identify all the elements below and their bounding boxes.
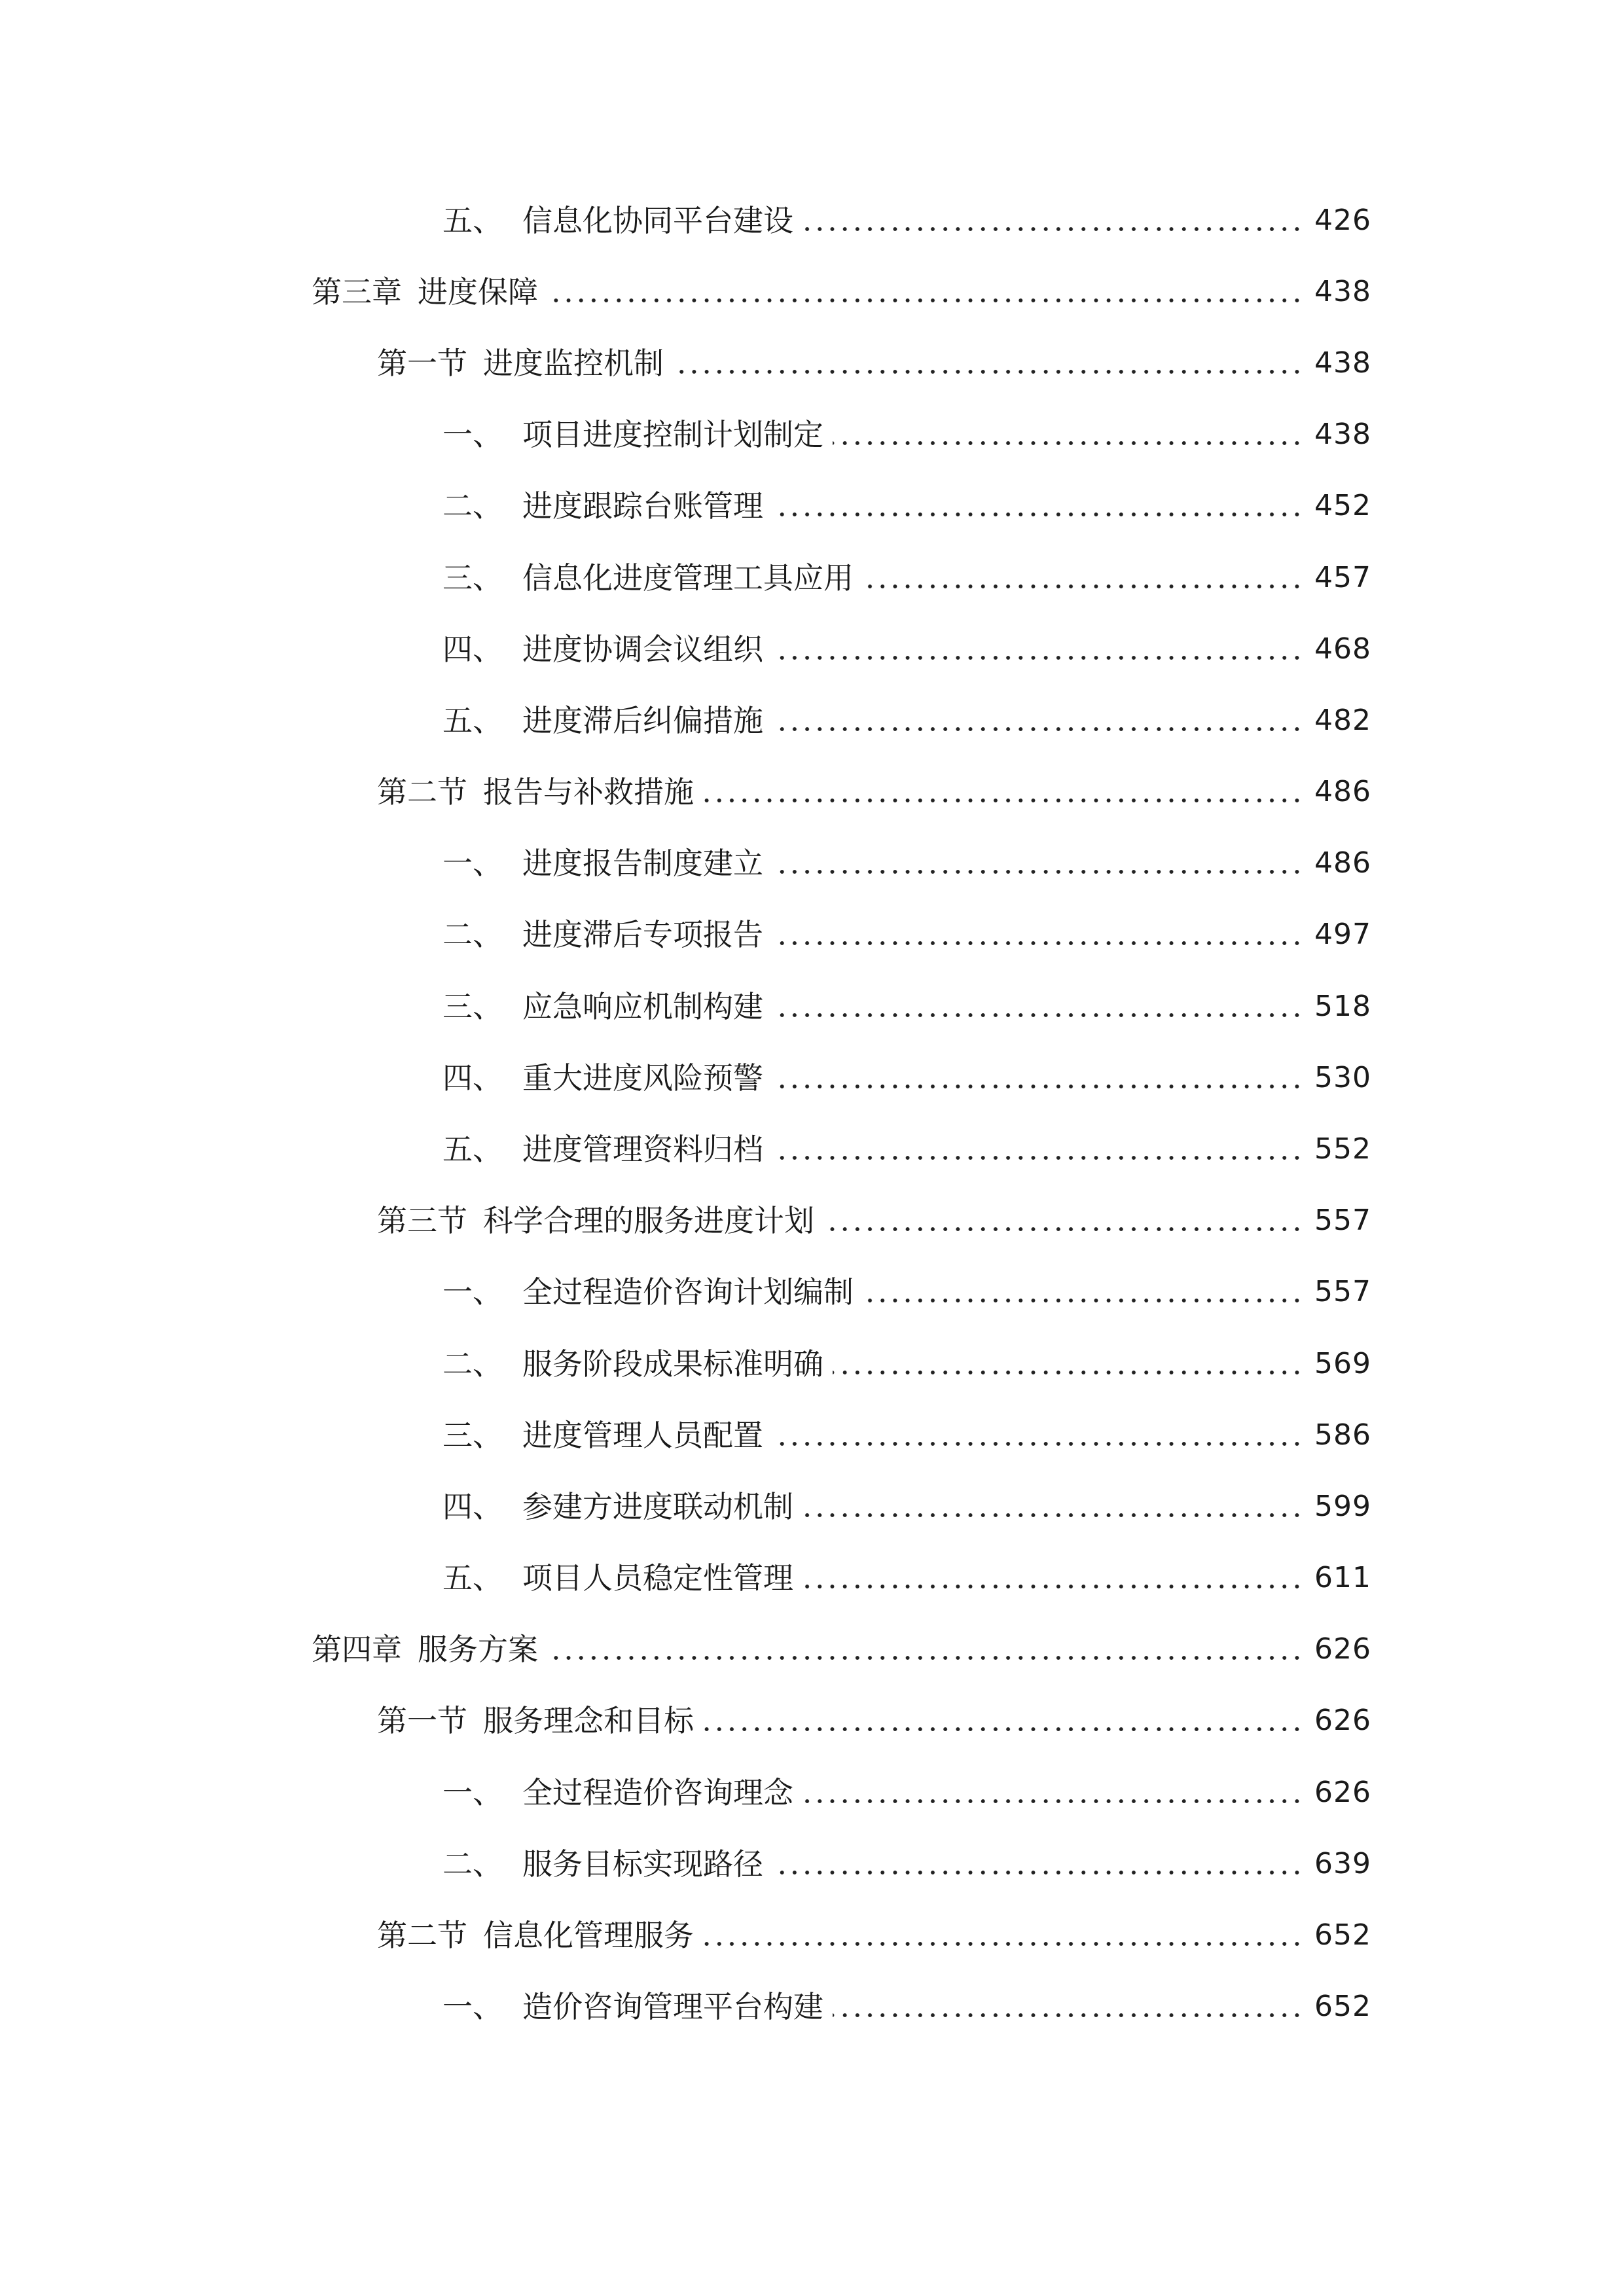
- dot-leader: [803, 1799, 1303, 1803]
- dot-leader: [863, 1299, 1303, 1302]
- toc-entry-label: 一、: [442, 846, 503, 881]
- toc-entry-label: 第四章: [312, 1632, 402, 1667]
- toc-entry[interactable]: [442, 694, 1371, 747]
- toc-entry-page-number: 457: [1314, 561, 1371, 594]
- toc-entry-title: 服务目标实现路径: [522, 1846, 763, 1882]
- toc-entry[interactable]: [442, 908, 1371, 961]
- dot-leader: [863, 584, 1303, 588]
- toc-entry-page-number: 518: [1314, 990, 1371, 1023]
- toc-entry-label: 四、: [442, 1060, 503, 1096]
- dot-leader: [772, 870, 1303, 874]
- toc-entry-title: 造价咨询管理平台构建: [522, 1989, 823, 2024]
- toc-entry-page-number: 426: [1314, 204, 1371, 237]
- toc-entry[interactable]: [442, 1338, 1371, 1390]
- toc-entry-label: 二、: [442, 917, 503, 952]
- toc-entry-title: 全过程造价咨询计划编制: [522, 1274, 854, 1310]
- dot-leader: [772, 1013, 1303, 1017]
- dot-leader: [772, 727, 1303, 731]
- toc-entry-page-number: 611: [1314, 1561, 1371, 1594]
- toc-entry-title: 进度报告制度建立: [522, 846, 763, 881]
- dot-leader: [547, 1656, 1303, 1660]
- toc-entry[interactable]: [442, 837, 1371, 889]
- toc-entry-label: 第二节: [377, 1918, 467, 1953]
- toc-entry-title: 进度监控机制: [483, 346, 664, 381]
- toc-entry-title: 项目人员稳定性管理: [522, 1560, 793, 1596]
- dot-leader: [772, 1085, 1303, 1088]
- toc-entry[interactable]: [377, 337, 1371, 389]
- toc-entry-label: 四、: [442, 1489, 503, 1524]
- toc-entry[interactable]: [442, 1767, 1371, 1819]
- toc-entry-title: 应急响应机制构建: [522, 989, 763, 1024]
- toc-entry-title: 服务理念和目标: [483, 1703, 694, 1738]
- toc-entry-page-number: 452: [1314, 489, 1371, 522]
- toc-entry[interactable]: [442, 980, 1371, 1033]
- toc-entry-label: 第三章: [312, 274, 402, 310]
- dot-leader: [833, 441, 1303, 445]
- toc-entry-title: 进度管理资料归档: [522, 1132, 763, 1167]
- toc-entry-page-number: 626: [1314, 1632, 1371, 1666]
- dot-leader: [803, 1513, 1303, 1517]
- toc-entry-label: 一、: [442, 1775, 503, 1810]
- toc-entry-title: 服务阶段成果标准明确: [522, 1346, 823, 1382]
- dot-leader: [772, 1871, 1303, 1874]
- toc-entry[interactable]: [442, 194, 1371, 247]
- dot-leader: [772, 1442, 1303, 1446]
- toc-entry[interactable]: [442, 1480, 1371, 1533]
- toc-entry-title: 服务方案: [418, 1632, 538, 1667]
- toc-entry-page-number: 569: [1314, 1347, 1371, 1380]
- toc-entry-label: 一、: [442, 417, 503, 452]
- toc-entry-title: 参建方进度联动机制: [522, 1489, 793, 1524]
- dot-leader: [772, 656, 1303, 660]
- toc-entry-page-number: 468: [1314, 632, 1371, 666]
- toc-entry-page-number: 652: [1314, 1990, 1371, 2023]
- toc-entry[interactable]: [442, 1409, 1371, 1462]
- toc-entry[interactable]: [377, 1695, 1371, 1747]
- toc-entry-label: 五、: [442, 1560, 503, 1596]
- toc-entry-label: 一、: [442, 1274, 503, 1310]
- toc-entry-page-number: 557: [1314, 1275, 1371, 1308]
- toc-entry[interactable]: [312, 266, 1371, 318]
- toc-entry-page-number: 438: [1314, 275, 1371, 308]
- dot-leader: [703, 798, 1303, 802]
- dot-leader: [833, 1371, 1303, 1374]
- toc-entry[interactable]: [442, 1123, 1371, 1175]
- toc-entry-page-number: 639: [1314, 1847, 1371, 1880]
- toc-entry-label: 五、: [442, 703, 503, 738]
- toc-entry-label: 第三节: [377, 1203, 467, 1238]
- toc-entry-page-number: 486: [1314, 775, 1371, 808]
- toc-entry-title: 信息化进度管理工具应用: [522, 560, 854, 596]
- toc-entry[interactable]: [442, 1838, 1371, 1890]
- toc-entry-page-number: 557: [1314, 1204, 1371, 1237]
- toc-entry-label: 第二节: [377, 774, 467, 810]
- toc-entry-label: 第一节: [377, 346, 467, 381]
- toc-entry-title: 进度协调会议组织: [522, 632, 763, 667]
- toc-entry-label: 第一节: [377, 1703, 467, 1738]
- toc-entry-title: 信息化协同平台建设: [522, 203, 793, 238]
- toc-entry[interactable]: [312, 1623, 1371, 1676]
- toc-entry-page-number: 438: [1314, 346, 1371, 380]
- toc-entry-title: 项目进度控制计划制定: [522, 417, 823, 452]
- toc-entry[interactable]: [442, 1266, 1371, 1318]
- dot-leader: [772, 1156, 1303, 1160]
- dot-leader: [772, 941, 1303, 945]
- toc-entry-label: 一、: [442, 1989, 503, 2024]
- toc-entry-title: 全过程造价咨询理念: [522, 1775, 793, 1810]
- dot-leader: [803, 227, 1303, 231]
- dot-leader: [547, 298, 1303, 302]
- toc-entry-title: 信息化管理服务: [483, 1918, 694, 1953]
- dot-leader: [703, 1942, 1303, 1946]
- toc-entry-page-number: 652: [1314, 1918, 1371, 1952]
- toc-entry-page-number: 486: [1314, 846, 1371, 880]
- toc-entry-label: 三、: [442, 989, 503, 1024]
- toc-entry[interactable]: [377, 1909, 1371, 1962]
- toc-entry-label: 五、: [442, 203, 503, 238]
- toc-entry-page-number: 552: [1314, 1132, 1371, 1166]
- toc-entry-title: 重大进度风险预警: [522, 1060, 763, 1096]
- toc-entry-label: 二、: [442, 488, 503, 524]
- toc-entry-page-number: 626: [1314, 1776, 1371, 1809]
- toc-entry-label: 二、: [442, 1846, 503, 1882]
- toc-entry-page-number: 586: [1314, 1418, 1371, 1452]
- toc-entry-title: 报告与补救措施: [483, 774, 694, 810]
- dot-leader: [803, 1585, 1303, 1588]
- toc-entry-label: 三、: [442, 1418, 503, 1453]
- toc-entry-title: 进度跟踪台账管理: [522, 488, 763, 524]
- toc-entry[interactable]: [442, 552, 1371, 604]
- toc-entry[interactable]: [442, 1552, 1371, 1604]
- toc-entry-title: 科学合理的服务进度计划: [483, 1203, 814, 1238]
- toc-entry-title: 进度管理人员配置: [522, 1418, 763, 1453]
- toc-entry-title: 进度保障: [418, 274, 538, 310]
- toc-entry-page-number: 599: [1314, 1490, 1371, 1523]
- toc-entry[interactable]: [442, 1981, 1371, 2033]
- toc-entry-page-number: 626: [1314, 1704, 1371, 1737]
- toc-entry-label: 四、: [442, 632, 503, 667]
- toc-entry[interactable]: [442, 1052, 1371, 1104]
- toc-entry-page-number: 497: [1314, 918, 1371, 951]
- toc-entry[interactable]: [442, 408, 1371, 461]
- toc-entry-page-number: 530: [1314, 1061, 1371, 1094]
- toc-entry-label: 三、: [442, 560, 503, 596]
- toc-entry[interactable]: [442, 480, 1371, 532]
- dot-leader: [823, 1227, 1303, 1231]
- dot-leader: [833, 2013, 1303, 2017]
- toc-entry-page-number: 438: [1314, 418, 1371, 451]
- toc-entry-label: 二、: [442, 1346, 503, 1382]
- toc-entry[interactable]: [377, 1194, 1371, 1247]
- toc-entry[interactable]: [377, 766, 1371, 818]
- toc-entry-page-number: 482: [1314, 704, 1371, 737]
- toc-entry[interactable]: [442, 623, 1371, 675]
- dot-leader: [772, 512, 1303, 516]
- dot-leader: [673, 370, 1303, 374]
- toc-entry-title: 进度滞后纠偏措施: [522, 703, 763, 738]
- toc-entry-label: 五、: [442, 1132, 503, 1167]
- toc-entry-title: 进度滞后专项报告: [522, 917, 763, 952]
- dot-leader: [703, 1727, 1303, 1731]
